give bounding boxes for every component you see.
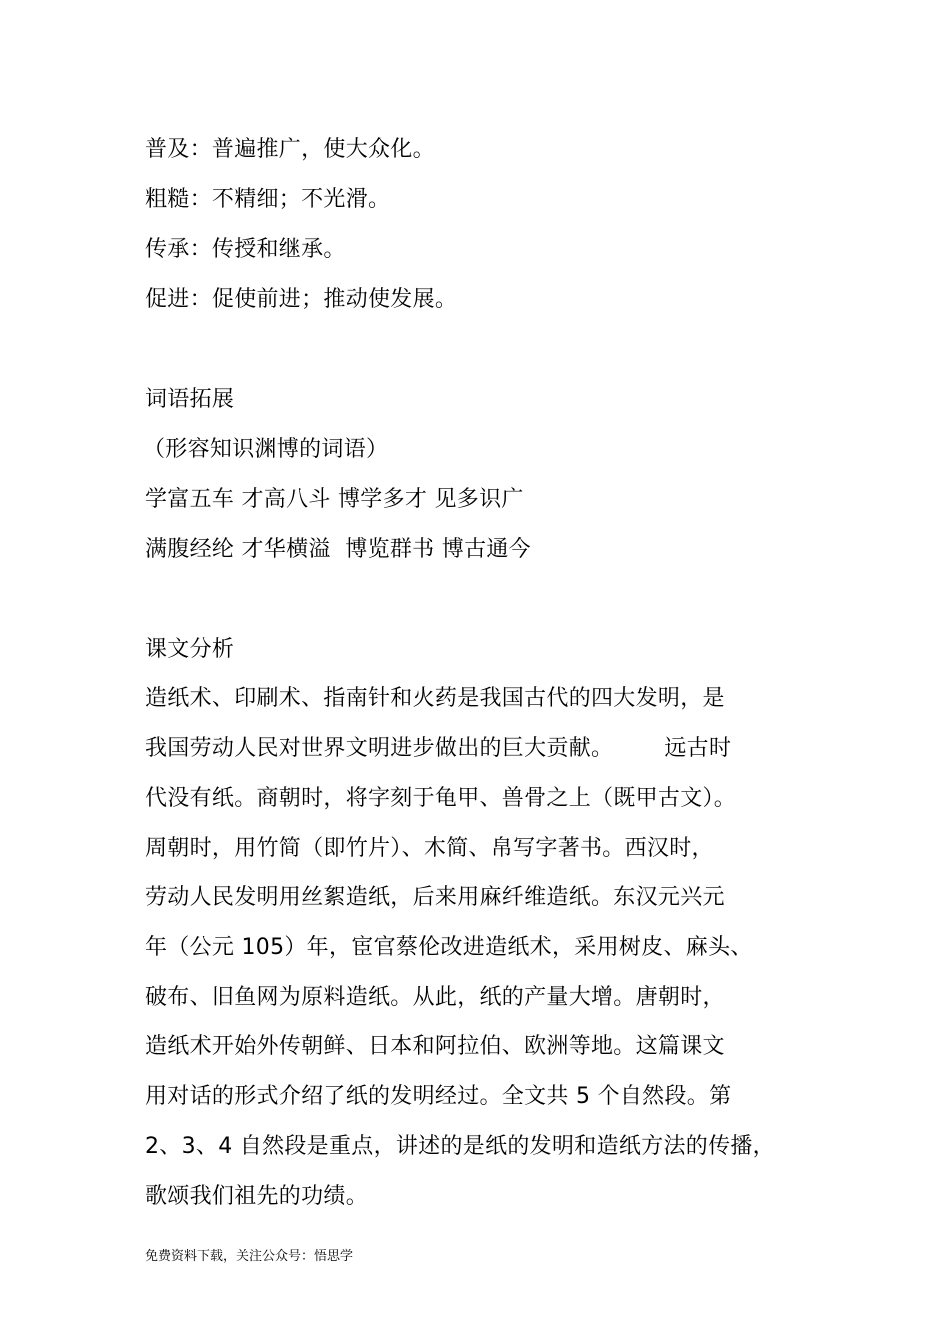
vocab-row: 满腹经纶 才华横溢 博览群书 博古通今	[145, 537, 531, 562]
definition-line: 普及：普遍推广，使大众化。	[145, 137, 435, 162]
analysis-line: 歌颂我们祖先的功绩。	[145, 1184, 369, 1209]
definition-line: 促进：促使前进；推动使发展。	[145, 287, 458, 312]
analysis-line: 2、3、4 自然段是重点，讲述的是纸的发明和造纸方法的传播，	[145, 1134, 775, 1159]
vocab-heading: 词语拓展	[145, 387, 235, 412]
analysis-line: 年（公元 105）年，宦官蔡伦改进造纸术，采用树皮、麻头、	[145, 935, 753, 960]
analysis-line: 用对话的形式介绍了纸的发明经过。全文共 5 个自然段。第	[145, 1084, 732, 1109]
analysis-line: 代没有纸。商朝时，将字刻于龟甲、兽骨之上（既甲古文）。	[145, 786, 737, 811]
analysis-line: 周朝时，用竹简（即竹片）、木简、帛写字著书。西汉时，	[145, 836, 714, 861]
analysis-line: 造纸术、印刷术、指南针和火药是我国古代的四大发明，是	[145, 686, 725, 711]
vocab-subheading: （形容知识渊博的词语）	[143, 437, 389, 462]
analysis-line: 我国劳动人民对世界文明进步做出的巨大贡献。 远古时	[145, 736, 732, 761]
definition-line: 粗糙：不精细；不光滑。	[145, 187, 391, 212]
analysis-line: 劳动人民发明用丝絮造纸，后来用麻纤维造纸。东汉元兴元	[145, 885, 725, 910]
analysis-line: 破布、旧鱼网为原料造纸。从此，纸的产量大增。唐朝时，	[145, 985, 725, 1010]
vocab-row: 学富五车 才高八斗 博学多才 见多识广	[145, 487, 524, 512]
definition-line: 传承：传授和继承。	[145, 237, 346, 262]
analysis-heading: 课文分析	[145, 637, 235, 662]
analysis-line: 造纸术开始外传朝鲜、日本和阿拉伯、欧洲等地。这篇课文	[145, 1034, 725, 1059]
footer-note: 免费资料下载，关注公众号：悟思学	[145, 1249, 354, 1264]
